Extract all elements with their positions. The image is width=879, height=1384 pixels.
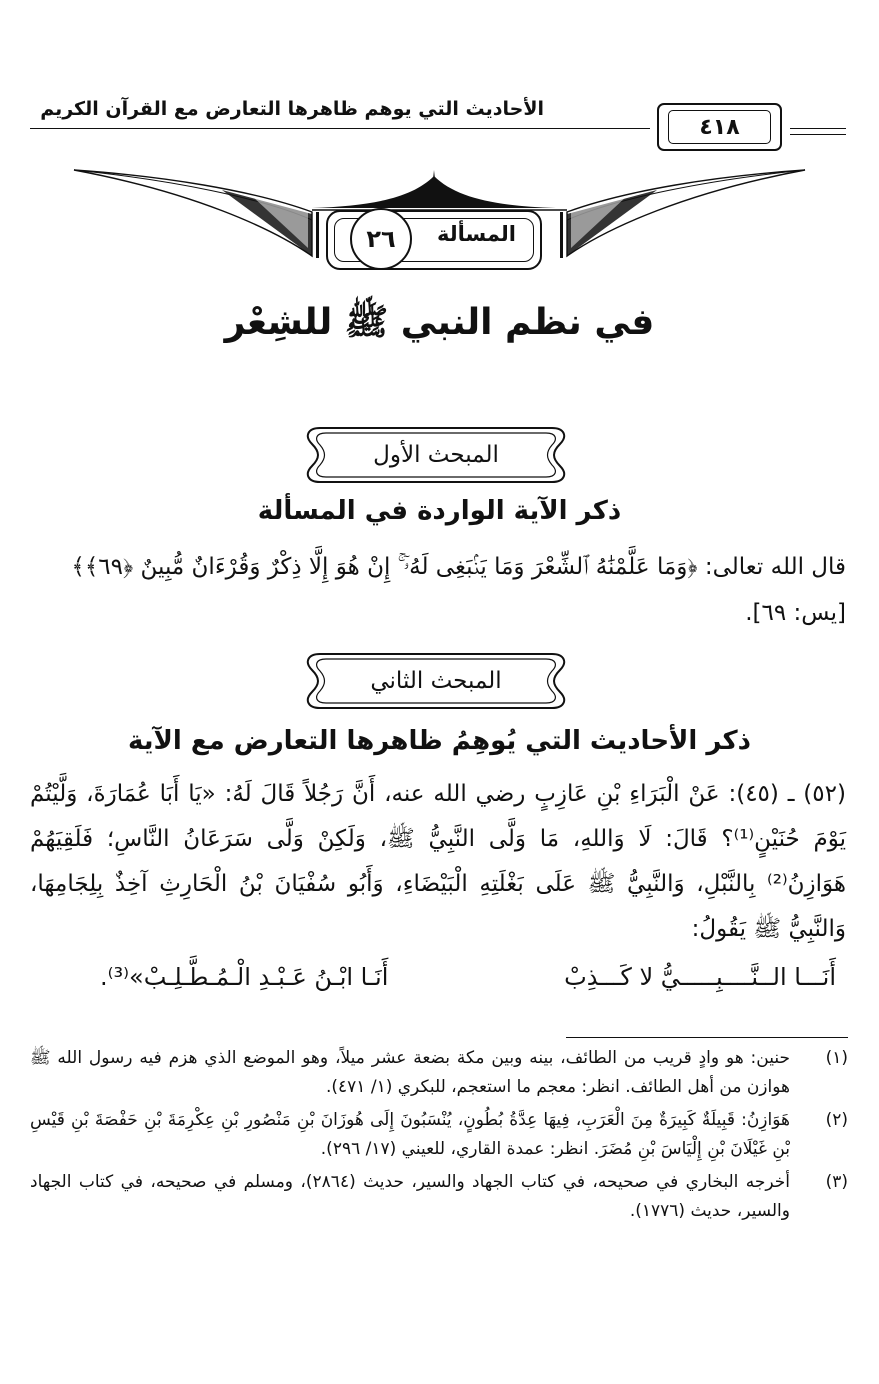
section-label: المبحث الأول xyxy=(373,442,499,468)
running-header-title: الأحاديث التي يوهم ظاهرها التعارض مع القرآن الكريم xyxy=(40,98,544,120)
footnote-number: (٢) xyxy=(825,1110,848,1130)
footnote-number: (١) xyxy=(825,1048,848,1068)
quran-verse xyxy=(30,544,846,636)
footnote-item xyxy=(30,1168,848,1226)
header-rule-short-lower xyxy=(790,134,846,135)
footnotes xyxy=(30,1044,848,1230)
masala-box xyxy=(326,210,542,270)
section-heading-2: ذكر الأحاديث التي يُوهِمُ ظاهرها التعارض مع الآية xyxy=(127,726,752,756)
section-heading-1: ذكر الآية الواردة في المسألة xyxy=(257,496,622,526)
footnote-text: أخرجه البخاري في صحيحه، في كتاب الجهاد والسير، حديث (٢٨٦٤)، ومسلم في صحيحه، في كتاب الجهاد والسير، حديث (١٧٧٦). xyxy=(30,1172,790,1221)
footnote-text: هَوَازِنُ: قَبِيلَةٌ كَبِيرَةٌ مِنَ الْعَرَبِ، فِيهَا عِدَّةُ بُطُونٍ، يُنْسَبُونَ إِلَى هُوزَانَ بْنِ مَنْصُورِ بْنِ عِكْرِمَةَ بْنِ حَفْصَةَ بْنِ قَيْسِ بْنِ غَيْلَانَ بْنِ إِلْيَاسَ بْنِ مُضَرَ. انظر: عمدة القاري، للعيني (١٧/ ٢٩٦). xyxy=(30,1110,790,1159)
section-cartouche-2 xyxy=(302,648,570,714)
page-number-box xyxy=(657,103,782,151)
footnote-item xyxy=(30,1044,848,1102)
footnote-item xyxy=(30,1106,848,1164)
verse-reference: [يس: ٦٩]. xyxy=(745,600,846,626)
hadith-narration: (٥٢) ـ (٤٥): عَنْ الْبَرَاءِ بْنِ عَازِبٍ رضي الله عنه، أَنَّ رَجُلاً قَالَ لَهُ: «يَا أَبَا عُمَارَةَ، وَلَّيْتُمْ يَوْمَ حُنَيْنٍ⁽¹⁾؟ قَالَ: لَا وَاللهِ، مَا وَلَّى النَّبِيُّ ﷺ، وَلَكِنْ وَلَّى سَرَعَانُ النَّاسِ؛ فَلَقِيَهُمْ هَوَازِنُ⁽²⁾ بِالنَّبْلِ، وَالنَّبِيُّ ﷺ عَلَى بَغْلَتِهِ الْبَيْضَاءِ، وَأَبُو سُفْيَانَ بْنُ الْحَارِثِ آخِذٌ بِلِجَامِهَا، وَالنَّبِيُّ ﷺ يَقُولُ: xyxy=(30,781,846,942)
poem-hemistich-first: أَنَـــا الــنَّــــبِـــــيُّ لا كَـــذِبْ xyxy=(564,963,836,991)
section-label: المبحث الثاني xyxy=(370,668,502,694)
page-number: ٤١٨ xyxy=(668,110,771,144)
footnote-text: حنين: هو وادٍ قريب من الطائف، بينه وبين مكة بضعة عشر ميلاً، وهو الموضع الذي هزم فيه رسول الله ﷺ هوازن من أهل الطائف. انظر: معجم ما استعجم، للبكري (١/ ٤٧١). xyxy=(30,1048,790,1097)
masala-label: المسألة xyxy=(436,222,516,246)
header-rule-short xyxy=(790,128,846,129)
page-title: في نظم النبي ﷺ للشِعْر xyxy=(224,302,655,343)
footnote-number: (٣) xyxy=(825,1172,848,1192)
section-cartouche-1 xyxy=(302,422,570,488)
footnote-rule xyxy=(566,1037,848,1038)
verse-text: قال الله تعالى: ﴿وَمَا عَلَّمْنَٰهُ ٱلشِّعْرَ وَمَا يَنۢبَغِى لَهُۥٓ ۚ إِنْ هُوَ إِلَّا ذِكْرٌ وَقُرْءَانٌ مُّبِينٌ ﴿٦٩﴾﴾ xyxy=(71,554,846,580)
masala-number: ٢٦ xyxy=(350,208,412,270)
header-rule xyxy=(30,128,650,129)
poem-hemistich-second: أَنَـا ابْـنُ عَـبْـدِ الْـمُـطَّـلِـبْ»⁽³⁾. xyxy=(100,963,389,991)
